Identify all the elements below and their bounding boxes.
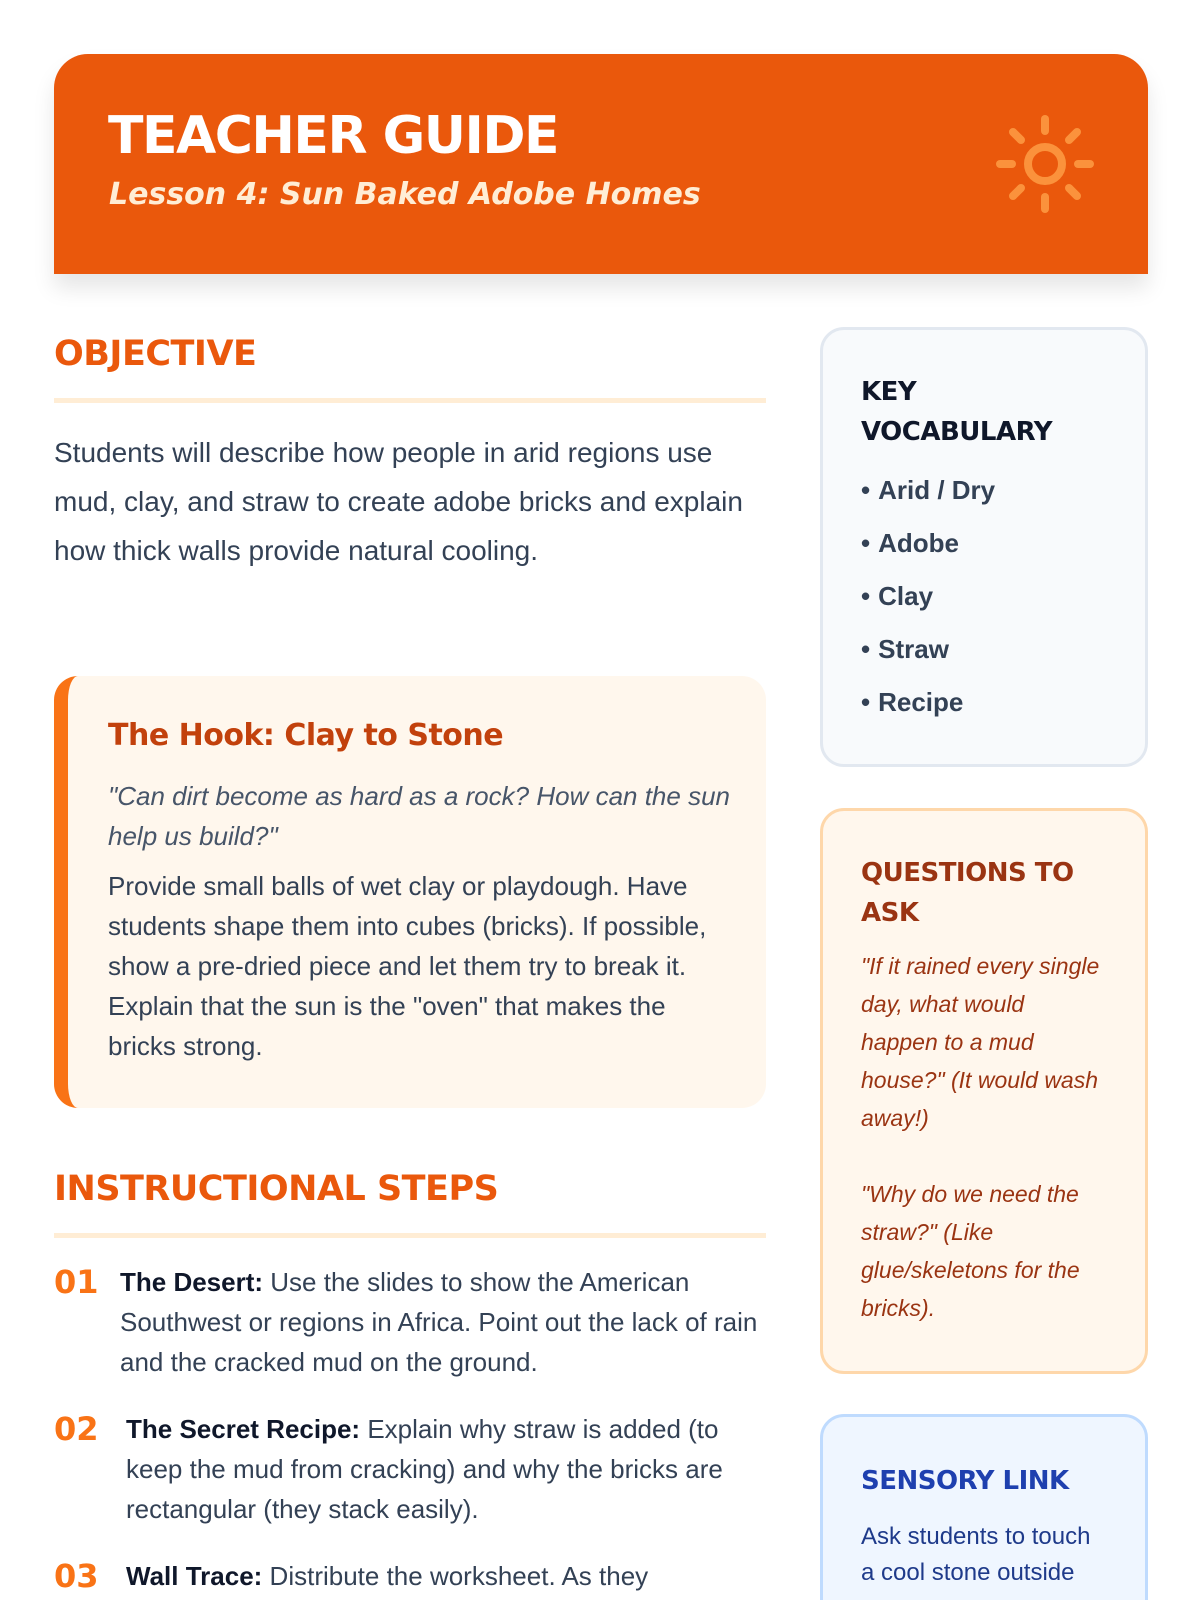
hook-body: Provide small balls of wet clay or playdough. Have students shape them into cubes (bricks). If possible, show a pre-dried piece and let them try to break it. Explain that the sun is the "oven" that makes the bricks strong. [108, 871, 707, 1061]
sensory-heading: SENSORY LINK [861, 1466, 1069, 1496]
step-item [54, 1262, 774, 1382]
step-text [126, 1556, 774, 1596]
objective-heading: OBJECTIVE [54, 337, 766, 403]
step-number: 01 [54, 1263, 99, 1301]
lesson-subtitle: Lesson 4: Sun Baked Adobe Homes [109, 177, 701, 212]
vocabulary-heading: KEY VOCABULARY [861, 377, 1053, 447]
sensory-text: Ask students to touch a cool stone outside [861, 1523, 1091, 1586]
step-number: 02 [54, 1410, 99, 1448]
vocabulary-item: • Recipe [861, 676, 1107, 729]
sensory-card [820, 1414, 1148, 1600]
hook-quote: "Can dirt become as hard as a rock? How can the sun help us build?" [108, 781, 730, 851]
hook-card [54, 676, 766, 1108]
step-text [120, 1262, 774, 1382]
hook-title: The Hook: Clay to Stone [108, 718, 504, 753]
sun-icon [990, 109, 1100, 219]
vocabulary-list [861, 464, 1107, 729]
vocabulary-item: • Clay [861, 570, 1107, 623]
step-item [54, 1409, 774, 1529]
page-title: TEACHER GUIDE [108, 106, 559, 166]
step-description: Explain why straw is added (to keep the mud from cracking) and why the bricks are rectangular (they stack easily). [126, 1414, 723, 1524]
vocabulary-item: • Adobe [861, 517, 1107, 570]
step-item [54, 1556, 774, 1596]
objective-text: Students will describe how people in arid regions use mud, clay, and straw to create adobe bricks and explain how thick walls provide natural cooling. [54, 437, 743, 566]
step-title: The Secret Recipe: [126, 1414, 361, 1444]
step-title: Wall Trace: [126, 1561, 263, 1591]
vocabulary-item: • Straw [861, 623, 1107, 676]
vocabulary-card [820, 327, 1148, 767]
question-item: "If it rained every single day, what would happen to a mud house?" (It would wash away!) [861, 953, 1100, 1131]
questions-heading: QUESTIONS TO ASK [861, 858, 1074, 928]
vocabulary-item: • Arid / Dry [861, 464, 1107, 517]
questions-card [820, 808, 1148, 1374]
header-banner [54, 54, 1148, 274]
step-title: The Desert: [120, 1267, 264, 1297]
question-item: "Why do we need the straw?" (Like glue/skeletons for the bricks). [861, 1181, 1080, 1321]
step-text [126, 1409, 774, 1529]
step-number: 03 [54, 1557, 99, 1595]
step-description: Use the slides to show the American Southwest or regions in Africa. Point out the lack of rain and the cracked mud on the ground. [120, 1267, 758, 1377]
step-description: Distribute the worksheet. As they [262, 1561, 649, 1591]
steps-heading: INSTRUCTIONAL STEPS [54, 1172, 766, 1238]
